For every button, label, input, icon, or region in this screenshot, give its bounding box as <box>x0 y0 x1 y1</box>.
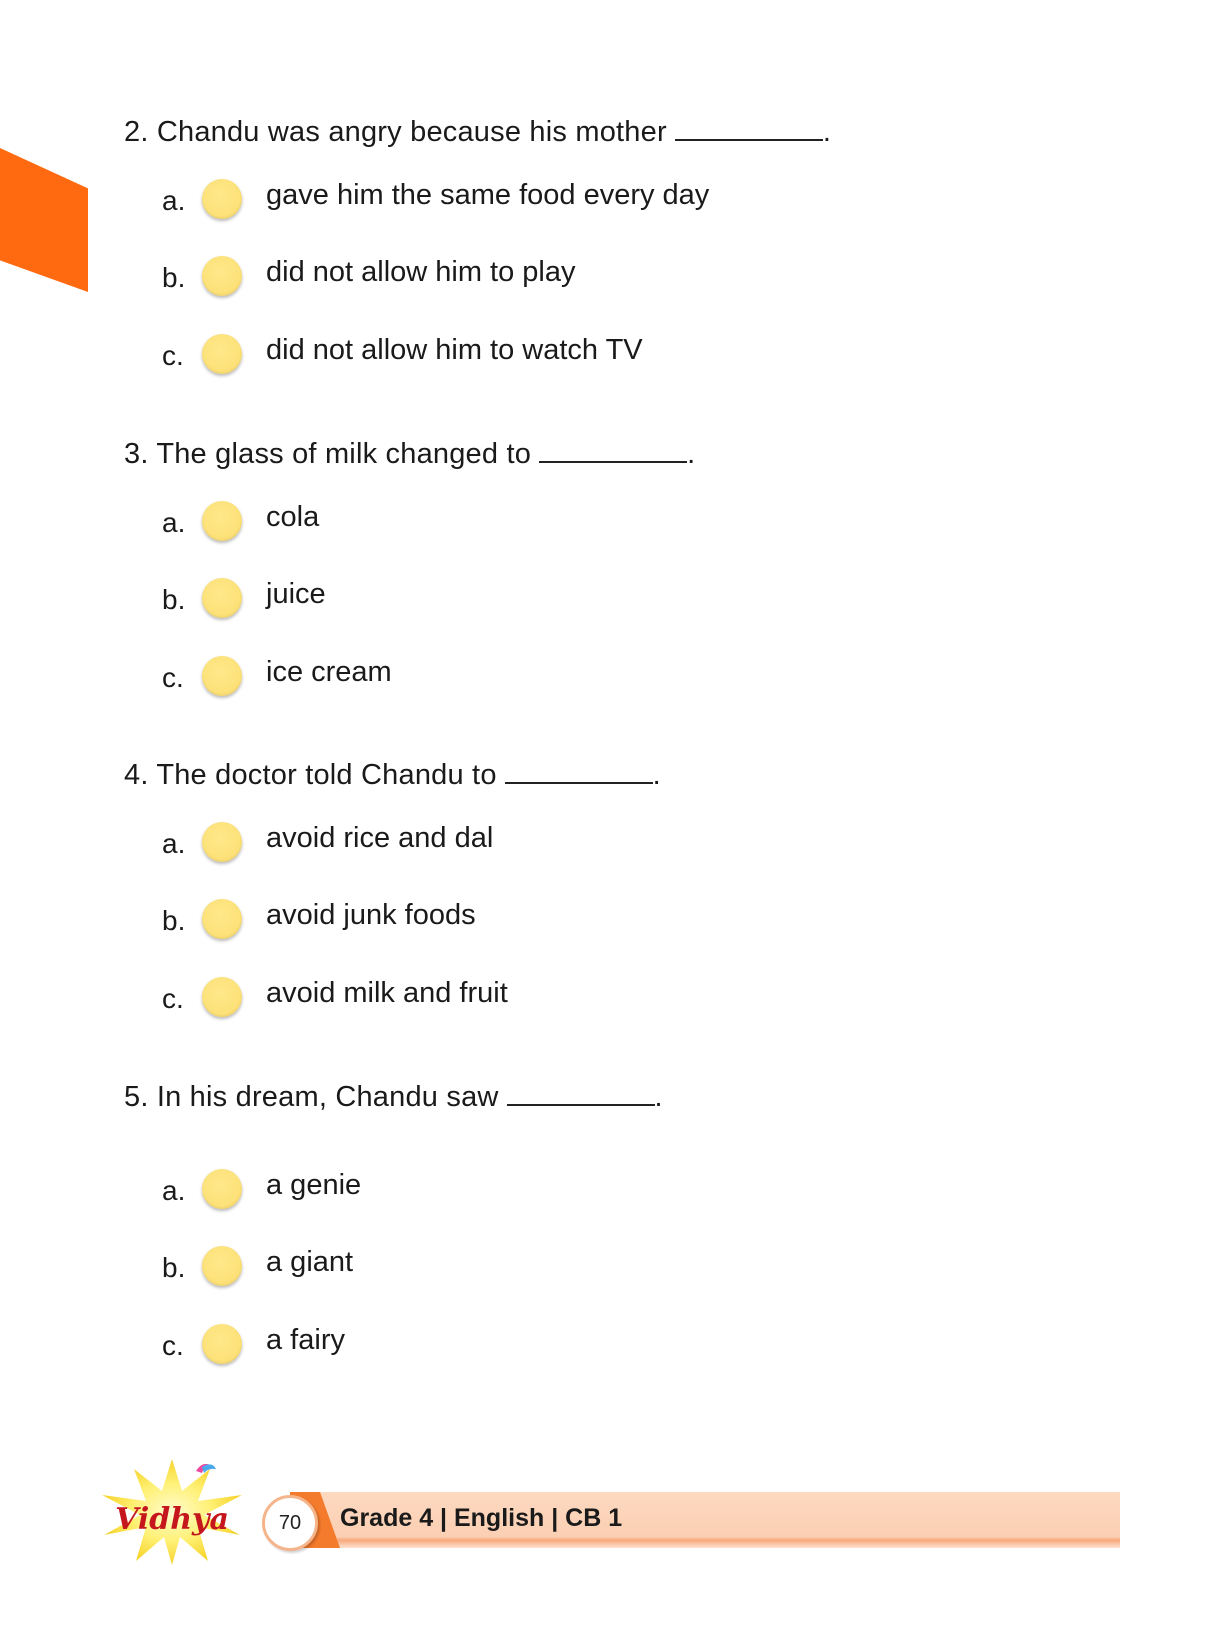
answer-blank <box>539 439 687 463</box>
radio-button[interactable] <box>202 899 242 939</box>
question-text: 3. The glass of milk changed to <box>124 438 532 470</box>
option-letter: c. <box>162 983 184 1014</box>
option-letter: b. <box>162 905 186 936</box>
radio-button[interactable] <box>202 1246 242 1286</box>
footer-label: Grade 4 | English | CB 1 <box>340 1504 623 1532</box>
option-letter: c. <box>162 1330 184 1361</box>
option-q4-c[interactable] <box>162 975 862 1021</box>
option-letter: a. <box>162 828 186 859</box>
logo-text: Vidhya <box>115 1502 229 1537</box>
question-5: 5. In his dream, Chandu saw . <box>124 1081 663 1113</box>
option-label: a genie <box>266 1169 362 1201</box>
option-label: avoid rice and dal <box>266 822 494 854</box>
option-label: did not allow him to play <box>266 256 576 288</box>
option-label: a fairy <box>266 1324 345 1356</box>
answer-blank <box>505 760 653 784</box>
option-q2-b[interactable] <box>162 254 862 300</box>
answer-blank <box>675 117 823 141</box>
option-q2-c[interactable] <box>162 332 862 378</box>
option-q4-a[interactable] <box>162 820 862 866</box>
radio-button[interactable] <box>202 1169 242 1209</box>
question-text: 2. Chandu was angry because his mother <box>124 116 667 148</box>
option-label: did not allow him to watch TV <box>266 334 643 366</box>
option-label: avoid junk foods <box>266 899 476 931</box>
radio-button[interactable] <box>202 334 242 374</box>
radio-button[interactable] <box>202 822 242 862</box>
option-label: gave him the same food every day <box>266 179 710 211</box>
question-4: 4. The doctor told Chandu to . <box>124 759 661 791</box>
option-letter: b. <box>162 262 186 293</box>
option-label: a giant <box>266 1246 354 1278</box>
option-label: cola <box>266 501 320 533</box>
radio-button[interactable] <box>202 578 242 618</box>
question-3: 3. The glass of milk changed to . <box>124 438 696 470</box>
option-label: avoid milk and fruit <box>266 977 508 1009</box>
option-q5-c[interactable] <box>162 1322 862 1368</box>
option-letter: c. <box>162 662 184 693</box>
option-letter: a. <box>162 1175 186 1206</box>
question-2: 2. Chandu was angry because his mother . <box>124 116 832 148</box>
option-q4-b[interactable] <box>162 897 862 943</box>
option-letter: a. <box>162 507 186 538</box>
option-label: ice cream <box>266 656 392 688</box>
option-q3-b[interactable] <box>162 576 862 622</box>
radio-button[interactable] <box>202 256 242 296</box>
radio-button[interactable] <box>202 179 242 219</box>
radio-button[interactable] <box>202 501 242 541</box>
radio-button[interactable] <box>202 1324 242 1364</box>
option-letter: c. <box>162 340 184 371</box>
radio-button[interactable] <box>202 977 242 1017</box>
option-letter: a. <box>162 185 186 216</box>
radio-button[interactable] <box>202 656 242 696</box>
page-number: 70 <box>262 1495 318 1551</box>
side-tab-decoration <box>0 148 88 292</box>
option-q5-b[interactable] <box>162 1244 862 1290</box>
option-q3-c[interactable] <box>162 654 862 700</box>
option-q3-a[interactable] <box>162 499 862 545</box>
option-q5-a[interactable] <box>162 1167 862 1213</box>
option-q2-a[interactable] <box>162 177 862 223</box>
vidhya-logo <box>92 1455 252 1567</box>
question-text: 5. In his dream, Chandu saw <box>124 1081 499 1113</box>
option-label: juice <box>266 578 326 610</box>
question-text: 4. The doctor told Chandu to <box>124 759 497 791</box>
answer-blank <box>507 1082 655 1106</box>
option-letter: b. <box>162 1252 186 1283</box>
option-letter: b. <box>162 584 186 615</box>
